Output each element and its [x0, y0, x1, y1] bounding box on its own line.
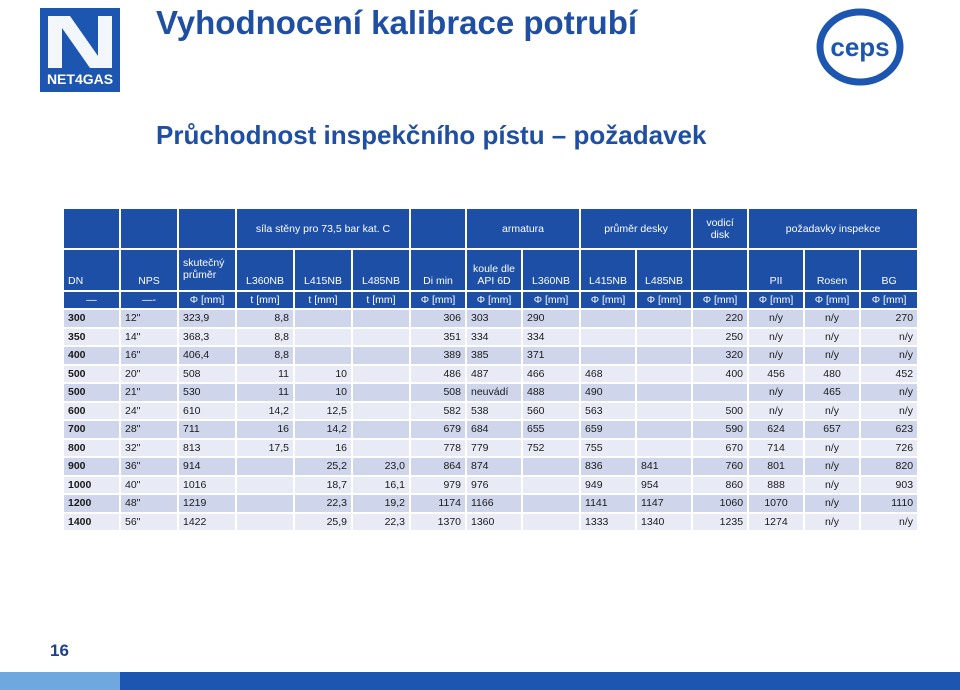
table-cell: 760 [692, 457, 748, 476]
table-cell: 490 [580, 383, 636, 402]
table-cell: 480 [804, 365, 860, 384]
unit-cell: Φ [mm] [860, 291, 918, 309]
table-cell: 610 [178, 402, 236, 421]
table-cell: n/y [748, 383, 804, 402]
table-cell: 864 [410, 457, 466, 476]
table-cell [352, 420, 410, 439]
table-cell: 385 [466, 346, 522, 365]
table-cell: 800 [64, 439, 120, 458]
table-cell: 16 [236, 420, 294, 439]
table-cell: 11 [236, 365, 294, 384]
table-row [64, 365, 918, 384]
table-cell: 14" [120, 328, 178, 347]
unit-cell: Φ [mm] [410, 291, 466, 309]
table-row [64, 402, 918, 421]
table-cell [352, 402, 410, 421]
table-cell: 623 [860, 420, 918, 439]
table-cell: 1110 [860, 494, 918, 513]
col-rosen: Rosen [804, 249, 860, 291]
unit-cell: Φ [mm] [804, 291, 860, 309]
table-cell: 220 [692, 309, 748, 328]
table-cell: 1016 [178, 476, 236, 495]
table-row [64, 420, 918, 439]
table-row [64, 457, 918, 476]
table-row [64, 476, 918, 495]
table-cell: 860 [692, 476, 748, 495]
col-l485nb: L485NB [352, 249, 410, 291]
table-cell: 8,8 [236, 328, 294, 347]
col-bg: BG [860, 249, 918, 291]
table-cell: 726 [860, 439, 918, 458]
col-actual-diameter: skutečný průměr [178, 249, 236, 291]
table-cell: 874 [466, 457, 522, 476]
footer-bar-accent [0, 672, 120, 690]
col-dn: DN [64, 249, 120, 291]
unit-cell: Φ [mm] [522, 291, 580, 309]
table-cell: 406,4 [178, 346, 236, 365]
table-cell: 486 [410, 365, 466, 384]
table-cell: n/y [860, 513, 918, 532]
table-cell: 900 [64, 457, 120, 476]
unit-cell: — [64, 291, 120, 309]
table-cell [522, 513, 580, 532]
table-cell [522, 457, 580, 476]
table-cell: 389 [410, 346, 466, 365]
table-cell [294, 346, 352, 365]
col-di-min: Di min [410, 249, 466, 291]
table-cell: 752 [522, 439, 580, 458]
calibration-table [64, 209, 919, 532]
table-cell: 590 [692, 420, 748, 439]
header-armatura: armatura [466, 209, 580, 249]
unit-cell: t [mm] [352, 291, 410, 309]
table-cell: 465 [804, 383, 860, 402]
table-cell: n/y [804, 439, 860, 458]
table-cell [236, 494, 294, 513]
unit-cell: Φ [mm] [692, 291, 748, 309]
table-cell: 914 [178, 457, 236, 476]
table-cell: 582 [410, 402, 466, 421]
table-row [64, 494, 918, 513]
table-cell [352, 346, 410, 365]
table-cell [636, 420, 692, 439]
table-cell: 500 [692, 402, 748, 421]
table-cell: 250 [692, 328, 748, 347]
table-cell: 368,3 [178, 328, 236, 347]
col-plate-l415nb: L415NB [580, 249, 636, 291]
table-cell: 24" [120, 402, 178, 421]
ceps-logo [816, 8, 904, 86]
table-cell [236, 513, 294, 532]
table-cell: 1360 [466, 513, 522, 532]
table-cell: n/y [748, 402, 804, 421]
table-cell [636, 383, 692, 402]
table-cell: n/y [804, 328, 860, 347]
table-cell [580, 328, 636, 347]
table-cell: 1200 [64, 494, 120, 513]
table-cell: 813 [178, 439, 236, 458]
table-cell [636, 365, 692, 384]
table-cell: 400 [64, 346, 120, 365]
table-cell: n/y [804, 476, 860, 495]
table-row [64, 383, 918, 402]
table-cell: 1340 [636, 513, 692, 532]
table-cell: 20" [120, 365, 178, 384]
col-l360nb: L360NB [236, 249, 294, 291]
table-cell: 40" [120, 476, 178, 495]
table-cell: 28" [120, 420, 178, 439]
table-cell: 1060 [692, 494, 748, 513]
table-cell: 684 [466, 420, 522, 439]
table-cell: 371 [522, 346, 580, 365]
table-cell: 17,5 [236, 439, 294, 458]
table-cell: 16" [120, 346, 178, 365]
table-cell: 303 [466, 309, 522, 328]
table-cell: 1235 [692, 513, 748, 532]
unit-cell: Φ [mm] [580, 291, 636, 309]
table-body [64, 309, 918, 531]
header-row-groups [64, 209, 918, 249]
table-cell: 36" [120, 457, 178, 476]
unit-cell: Φ [mm] [748, 291, 804, 309]
table-cell: 657 [804, 420, 860, 439]
table-cell: 32" [120, 439, 178, 458]
table-cell: 888 [748, 476, 804, 495]
unit-cell: t [mm] [294, 291, 352, 309]
table-cell: 711 [178, 420, 236, 439]
table-cell: n/y [860, 402, 918, 421]
table-cell: 23,0 [352, 457, 410, 476]
header-row-units [64, 291, 918, 309]
net4gas-logo-text: NET4GAS [46, 71, 114, 87]
col-plate-l485nb: L485NB [636, 249, 692, 291]
table-cell: 679 [410, 420, 466, 439]
table-cell: n/y [860, 328, 918, 347]
table-cell: 1166 [466, 494, 522, 513]
table-cell: 400 [692, 365, 748, 384]
table-cell: 836 [580, 457, 636, 476]
table-cell: 1400 [64, 513, 120, 532]
table-cell [294, 309, 352, 328]
col-l415nb: L415NB [294, 249, 352, 291]
table-cell: 290 [522, 309, 580, 328]
table-cell: 334 [522, 328, 580, 347]
table-cell: 25,2 [294, 457, 352, 476]
table-cell: n/y [860, 346, 918, 365]
table-cell [636, 309, 692, 328]
table-row [64, 309, 918, 328]
ceps-logo-text: ceps [830, 32, 890, 62]
table-cell: n/y [804, 309, 860, 328]
table-cell: 270 [860, 309, 918, 328]
table-cell [636, 439, 692, 458]
table-cell: 563 [580, 402, 636, 421]
table-cell: 19,2 [352, 494, 410, 513]
table-row [64, 328, 918, 347]
header-guide-disk: vodicí disk [692, 209, 748, 249]
table-cell [692, 383, 748, 402]
table-cell: 700 [64, 420, 120, 439]
table-cell: 954 [636, 476, 692, 495]
table-cell: 21" [120, 383, 178, 402]
table-cell: 25,9 [294, 513, 352, 532]
table-cell: 508 [410, 383, 466, 402]
table-cell: 12,5 [294, 402, 352, 421]
table-cell: 949 [580, 476, 636, 495]
table-row [64, 513, 918, 532]
table-cell: 714 [748, 439, 804, 458]
table-cell: 1370 [410, 513, 466, 532]
table-cell: 670 [692, 439, 748, 458]
table-cell: 1333 [580, 513, 636, 532]
table-cell: 11 [236, 383, 294, 402]
table-cell [580, 346, 636, 365]
table-cell: n/y [748, 346, 804, 365]
table-cell: 14,2 [294, 420, 352, 439]
header-plate-diameter: průměr desky [580, 209, 692, 249]
unit-cell: Φ [mm] [466, 291, 522, 309]
table-cell: 487 [466, 365, 522, 384]
table-cell: 508 [178, 365, 236, 384]
table-cell [352, 439, 410, 458]
table-cell [636, 328, 692, 347]
table-cell [636, 402, 692, 421]
table-cell: 530 [178, 383, 236, 402]
table-cell: 560 [522, 402, 580, 421]
table-cell: n/y [804, 457, 860, 476]
table-cell [352, 309, 410, 328]
header-inspection-requirements: požadavky inspekce [748, 209, 918, 249]
net4gas-logo [40, 8, 120, 92]
table-cell: 10 [294, 383, 352, 402]
table-cell: n/y [804, 513, 860, 532]
table-cell: 488 [522, 383, 580, 402]
table-cell: 779 [466, 439, 522, 458]
table-cell: n/y [804, 346, 860, 365]
table-cell: 976 [466, 476, 522, 495]
table-cell: 306 [410, 309, 466, 328]
col-pii: PII [748, 249, 804, 291]
table-cell: 538 [466, 402, 522, 421]
table-cell [352, 383, 410, 402]
table-cell: 600 [64, 402, 120, 421]
unit-cell: Φ [mm] [636, 291, 692, 309]
table-cell [352, 365, 410, 384]
table-cell: 16 [294, 439, 352, 458]
table-cell: 351 [410, 328, 466, 347]
table-cell: 8,8 [236, 309, 294, 328]
table-cell: 500 [64, 383, 120, 402]
table-cell: 468 [580, 365, 636, 384]
table-cell: 755 [580, 439, 636, 458]
table-cell: 903 [860, 476, 918, 495]
table-cell: 18,7 [294, 476, 352, 495]
table-row [64, 346, 918, 365]
table-cell: 10 [294, 365, 352, 384]
table-cell: 801 [748, 457, 804, 476]
table-cell [236, 476, 294, 495]
col-ball-api: koule dle API 6D [466, 249, 522, 291]
table-cell: 820 [860, 457, 918, 476]
table-cell: 659 [580, 420, 636, 439]
table-cell: 979 [410, 476, 466, 495]
table-cell [636, 346, 692, 365]
header-wall-thickness: síla stěny pro 73,5 bar kat. C [236, 209, 410, 249]
table-cell: 1422 [178, 513, 236, 532]
table-cell: 22,3 [294, 494, 352, 513]
table-cell: n/y [804, 402, 860, 421]
col-plate-l360nb: L360NB [522, 249, 580, 291]
unit-cell: t [mm] [236, 291, 294, 309]
page-title: Vyhodnocení kalibrace potrubí [156, 4, 638, 41]
col-guide-disk [692, 249, 748, 291]
table-cell: 1000 [64, 476, 120, 495]
table-cell [522, 476, 580, 495]
table-cell: 320 [692, 346, 748, 365]
table-cell: neuvádí [466, 383, 522, 402]
table-cell: 624 [748, 420, 804, 439]
table-cell: 500 [64, 365, 120, 384]
table-cell: 14,2 [236, 402, 294, 421]
table-cell: 1174 [410, 494, 466, 513]
table-cell [352, 328, 410, 347]
table-cell: 16,1 [352, 476, 410, 495]
table-cell: 841 [636, 457, 692, 476]
table-cell: 778 [410, 439, 466, 458]
table-cell: 1147 [636, 494, 692, 513]
table-cell: 1219 [178, 494, 236, 513]
table-cell [580, 309, 636, 328]
unit-cell: Φ [mm] [178, 291, 236, 309]
table-cell: 334 [466, 328, 522, 347]
table-cell: n/y [860, 383, 918, 402]
table-cell [236, 457, 294, 476]
table-row [64, 439, 918, 458]
table-cell: 323,9 [178, 309, 236, 328]
page-number: 16 [50, 641, 69, 660]
table-cell: 466 [522, 365, 580, 384]
section-subtitle: Průchodnost inspekčního pístu – požadavek [156, 120, 707, 150]
table-cell: 456 [748, 365, 804, 384]
table-cell: 1070 [748, 494, 804, 513]
table-cell: 1274 [748, 513, 804, 532]
table-cell: 48" [120, 494, 178, 513]
table-cell [522, 494, 580, 513]
footer-bar [0, 672, 960, 690]
table-cell: 22,3 [352, 513, 410, 532]
col-nps: NPS [120, 249, 178, 291]
table-cell: n/y [804, 494, 860, 513]
table-cell: 56" [120, 513, 178, 532]
table-cell: 350 [64, 328, 120, 347]
table-cell: 655 [522, 420, 580, 439]
header-row-columns [64, 249, 918, 291]
table-cell [294, 328, 352, 347]
table-cell: n/y [748, 328, 804, 347]
table-cell: 8,8 [236, 346, 294, 365]
table-cell: 1141 [580, 494, 636, 513]
table-cell: 452 [860, 365, 918, 384]
table-cell: 12" [120, 309, 178, 328]
table-cell: 300 [64, 309, 120, 328]
table-cell: n/y [748, 309, 804, 328]
unit-cell: —- [120, 291, 178, 309]
